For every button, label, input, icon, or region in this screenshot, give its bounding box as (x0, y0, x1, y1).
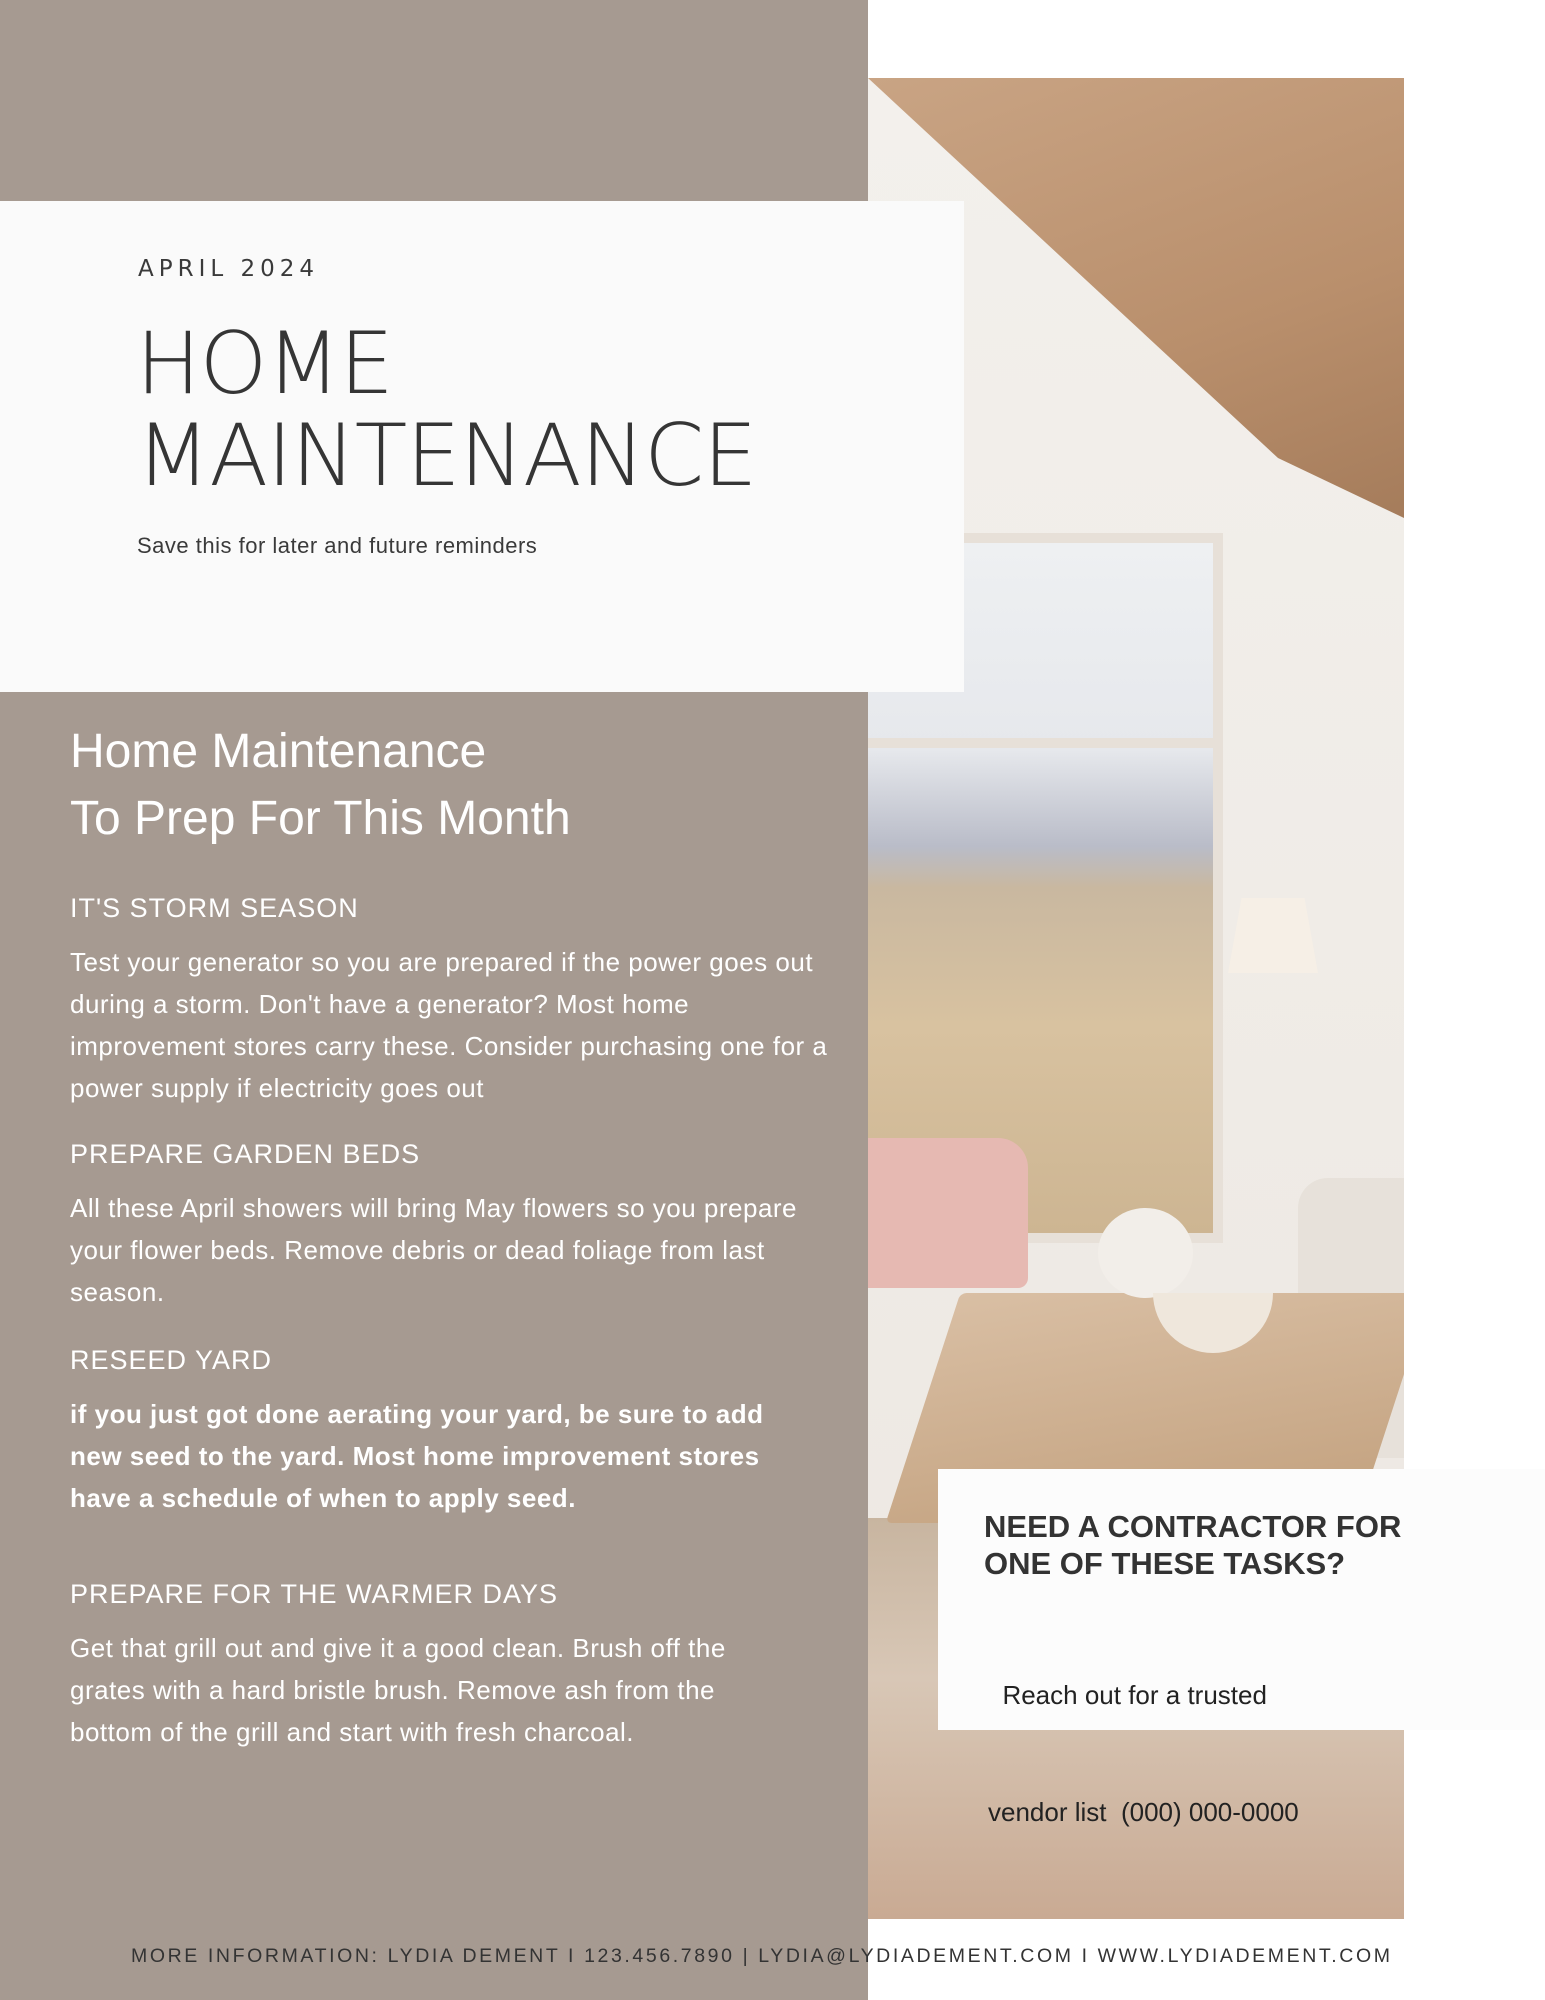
task-heading: PREPARE GARDEN BEDS (70, 1139, 421, 1169)
task-garden-beds (70, 1139, 800, 1313)
task-body: All these April showers will bring May flowers so you prepare your flower beds. Remove debris or dead foliage from last season. (70, 1193, 798, 1307)
pink-chair (868, 1138, 1028, 1288)
section-title-line-1: Home Maintenance (70, 725, 487, 778)
footer-contact: MORE INFORMATION: LYDIA DEMENT I 123.456.7890 | LYDIA@LYDIADEMENT.COM I WWW.LYDIADEMENT.COM (131, 1945, 1393, 1967)
task-heading: RESEED YARD (70, 1345, 273, 1375)
contractor-heading (984, 1508, 1401, 1582)
task-reseed-yard (70, 1345, 800, 1519)
title-line-2: MAINTENANCE (136, 406, 757, 506)
vase (1098, 1208, 1193, 1298)
title-line-1: HOME (136, 314, 393, 414)
page-title (136, 314, 757, 506)
subtitle: Save this for later and future reminders (137, 533, 538, 558)
task-heading: IT'S STORM SEASON (70, 893, 359, 923)
task-warmer-days (70, 1579, 800, 1753)
task-storm-season (70, 893, 850, 1109)
section-title (70, 718, 571, 852)
task-body: Test your generator so you are prepared if the power goes out during a storm. Don't have a generator? Most home improvement stores carry these. Consider purchasing one for a power supply if electricity goes out (70, 947, 828, 1103)
task-body: if you just got done aerating your yard, be sure to add new seed to the yard. Most home improvement stores have a schedule of when to apply seed. (70, 1399, 764, 1513)
date-label: APRIL 2024 (138, 256, 320, 282)
contractor-heading-line-2: ONE OF THESE TASKS? (984, 1546, 1346, 1581)
contractor-text (988, 1598, 1299, 1871)
contractor-text-line-1: Reach out for a trusted (988, 1680, 1267, 1710)
task-heading: PREPARE FOR THE WARMER DAYS (70, 1579, 559, 1609)
section-title-line-2: To Prep For This Month (70, 792, 571, 845)
task-body: Get that grill out and give it a good clean. Brush off the grates with a hard bristle brush. Remove ash from the bottom of the grill and start with fresh charcoal. (70, 1633, 726, 1747)
contractor-heading-line-1: NEED A CONTRACTOR FOR (984, 1509, 1402, 1544)
contractor-phone: vendor list (000) 000-0000 (988, 1797, 1299, 1827)
floor-lamp (1228, 898, 1318, 973)
